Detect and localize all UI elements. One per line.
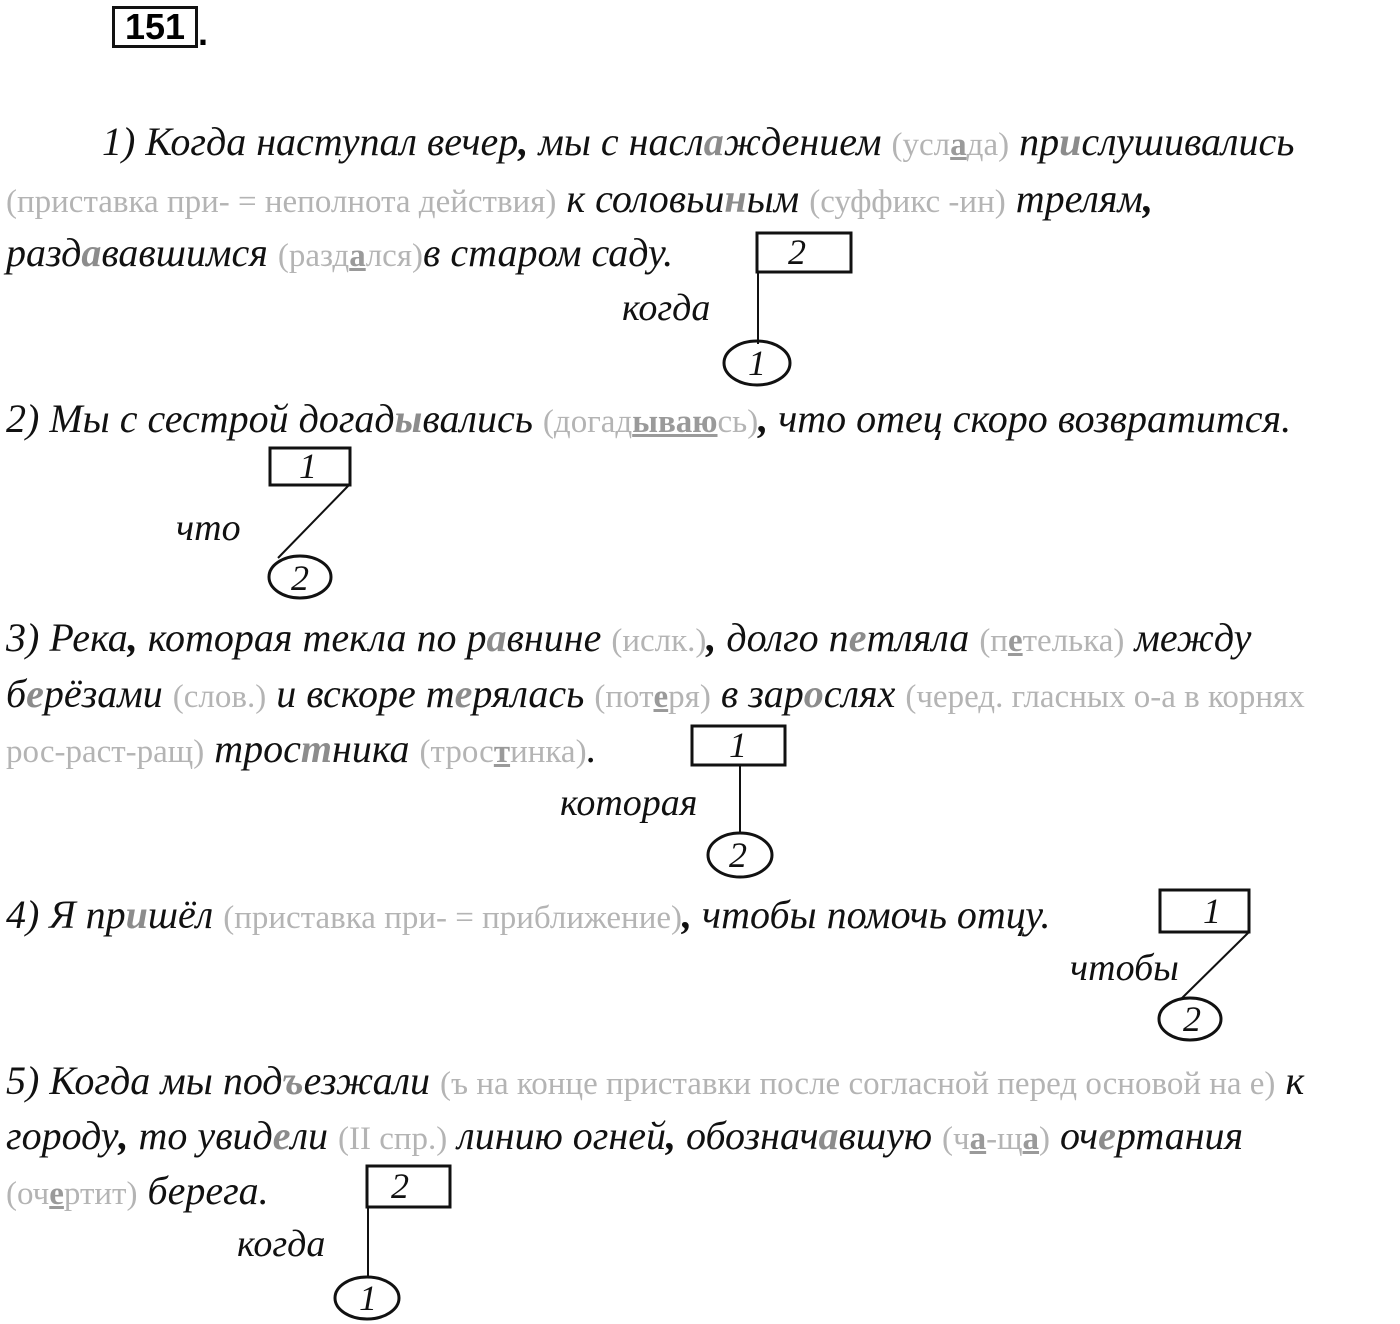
text-fragment: к [1275,1058,1305,1103]
hint-underlined-letter: ываю [632,404,718,440]
text-fragment: сь) [717,404,759,440]
scheme-4-link [1180,932,1249,1000]
highlighted-letter: е [272,1113,291,1158]
text-fragment: ника [331,726,420,771]
task-number-dot: . [198,12,209,53]
hint-underlined-letter: е [1007,623,1023,659]
scheme-1 [724,232,851,385]
highlighted-letter: а [818,1113,839,1158]
text-fragment: 1) Когда наступал вечер [102,119,519,164]
hint-slov: (слов.) [172,679,267,715]
highlighted-letter: е [1098,1113,1116,1158]
text-fragment: -щ [986,1121,1023,1157]
hint-priblizhenie: (приставка при- = приближение) [223,900,682,936]
hint-underlined-letter: а [349,238,366,274]
scheme-2-conjunction: что [176,507,241,549]
text-fragment: (разд [277,238,350,274]
text-fragment: 4) Я пр [6,892,126,937]
scheme-4-circle-number: 2 [1183,999,1201,1039]
highlighted-letter: а [703,119,724,164]
text-fragment: б [6,671,27,716]
hint-underlined-letter: а [950,127,967,163]
hint-ii-spr: (II спр.) [338,1121,448,1157]
text-fragment: в старом саду. [423,230,674,275]
text-fragment: 2) Мы с сестрой догад [6,396,395,441]
highlighted-letter: е [26,671,44,716]
text-fragment: рёзами [43,671,173,716]
hint-underlined-letter: е [49,1176,64,1212]
text-fragment: которая текла по р [137,615,487,660]
scheme-5-box-number: 2 [391,1166,409,1206]
punctuation-mark: , [127,615,138,660]
text-fragment: (усл [891,127,951,163]
text-fragment: инка) [510,734,587,770]
text-fragment: ) [1039,1121,1051,1157]
text-fragment: трос [204,726,301,771]
hint-underlined-letter: а [969,1121,987,1157]
highlighted-letter: о [803,671,824,716]
text-fragment: рялась [472,671,595,716]
punctuation-mark: , [518,119,529,164]
hint-chered: (черед. гласных о-а в корнях [905,679,1305,715]
punctuation-mark: , [1142,176,1153,221]
punctuation-mark: , [682,892,692,937]
text-fragment: 3) Река [6,615,128,660]
scheme-2 [269,446,350,598]
highlighted-letter: ъ [282,1058,304,1103]
hint-underlined-letter: е [653,679,669,715]
scheme-5-conjunction: когда [237,1223,326,1265]
text-fragment: телька) [1022,623,1125,659]
text-fragment: лся) [365,238,424,274]
text-fragment: да) [966,127,1010,163]
highlighted-letter: а [81,230,102,275]
hint-underlined-letter: т [493,734,511,770]
highlighted-letter: ы [394,396,423,441]
scheme-1-conjunction: когда [622,287,711,329]
scheme-3 [692,725,785,877]
text-fragment: вавшимся [101,230,278,275]
hint-underlined-letter: а [1022,1121,1040,1157]
text-fragment: тляла [866,615,980,660]
scheme-3-circle-number: 2 [729,835,747,875]
text-fragment: ли [290,1113,339,1158]
scheme-5-circle-number: 1 [359,1278,377,1318]
text-fragment: слях [823,671,906,716]
highlighted-letter: и [125,892,148,937]
hint-prefix-pri: (приставка при- = неполнота действия) [6,184,557,220]
highlighted-letter: е [454,671,473,716]
text-fragment: (ч [942,1121,970,1157]
text-fragment: 5) Когда мы под [6,1058,283,1103]
text-fragment: мы с насл [528,119,704,164]
text-fragment: трелям [1005,176,1143,221]
highlighted-letter: т [300,726,332,771]
text-fragment: (п [979,623,1008,659]
text-fragment: слушивались [1081,119,1295,164]
text-fragment: ртит) [63,1176,138,1212]
text-fragment: вались [422,396,543,441]
text-fragment: в зар [710,671,804,716]
scheme-5 [335,1166,450,1319]
hint-suffix-in: (суффикс -ин) [809,184,1006,220]
text-fragment: то увид [128,1113,273,1158]
highlighted-letter: и [1059,119,1082,164]
task-number: 151 [124,6,186,47]
text-fragment: (трос [419,734,494,770]
text-fragment: городу [6,1113,119,1158]
text-fragment: оч [1050,1113,1099,1158]
text-fragment: линию огней [447,1113,666,1158]
text-fragment: берега. [137,1168,269,1213]
text-fragment: (пот [594,679,654,715]
punctuation-mark: , [758,396,769,441]
text-fragment: пр [1009,119,1060,164]
text-fragment: ым [746,176,810,221]
text-fragment: что отец скоро возвратится. [768,396,1292,441]
text-fragment: к соловьи [556,176,725,221]
text-fragment: ря) [668,679,711,715]
scheme-4 [1159,890,1249,1040]
scheme-3-box-number: 1 [729,725,747,765]
text-fragment: ртания [1115,1113,1244,1158]
text-fragment: ждением [723,119,892,164]
hint-hard-sign: (ъ на конце приставки после согласной перед основой на е) [440,1066,1276,1102]
scheme-2-box-number: 1 [299,446,317,486]
punctuation-mark: , [706,615,717,660]
scheme-2-circle-number: 2 [291,558,309,598]
text-fragment: и вскоре т [266,671,455,716]
text-fragment: шёл [147,892,224,937]
text-fragment: . [586,726,597,771]
scheme-3-conjunction: которая [560,782,698,824]
text-fragment: между [1124,615,1252,660]
scheme-2-link [278,485,349,558]
scheme-1-circle-number: 1 [748,343,766,383]
text-fragment: долго п [716,615,849,660]
highlighted-letter: е [848,615,867,660]
scheme-4-conjunction: чтобы [1070,947,1179,989]
text-fragment: чтобы помочь отцу. [692,892,1051,937]
text-fragment: вшую [838,1113,943,1158]
text-fragment: (догад [542,404,633,440]
punctuation-mark: , [118,1113,129,1158]
highlighted-letter: н [724,176,747,221]
text-fragment: (оч [6,1176,50,1212]
scheme-1-box-number: 2 [788,232,806,272]
scheme-4-box-number: 1 [1203,891,1221,931]
text-fragment: обознач [675,1113,819,1158]
hint-ros-rast: рос-раст-ращ) [6,734,205,770]
text-fragment: езжали [303,1058,441,1103]
highlighted-letter: а [486,615,507,660]
punctuation-mark: , [665,1113,676,1158]
text-fragment: внине [506,615,612,660]
text-fragment: разд [6,230,82,275]
hint-islk: (ислк.) [611,623,707,659]
